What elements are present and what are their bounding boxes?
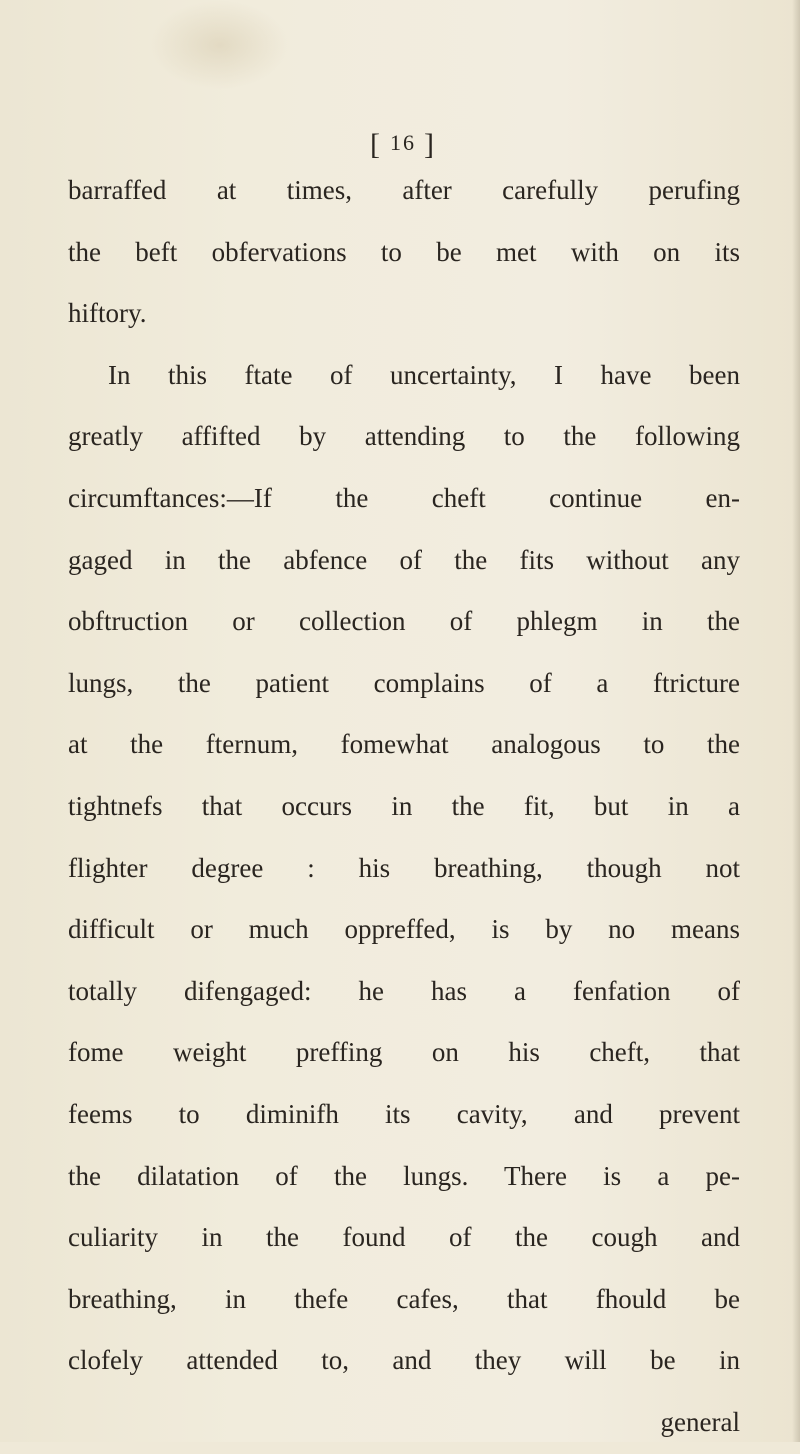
page-number-close-bracket: ]: [424, 128, 436, 161]
text-line: fome weight preffing on his cheft, that: [68, 1037, 740, 1068]
text-line: lungs, the patient complains of a ftricture: [68, 667, 740, 698]
text-line: hiftory.: [68, 298, 147, 329]
text-line: In this ftate of uncertainty, I have been: [108, 359, 740, 390]
text-line: obftruction or collection of phlegm in the: [68, 606, 740, 637]
text-line: tightnefs that occurs in the fit, but in a: [68, 790, 740, 821]
text-line: difficult or much oppreffed, is by no means: [68, 914, 740, 945]
text-line: clofely attended to, and they will be in: [68, 1345, 740, 1376]
text-line: circumftances:—If the cheft continue en-: [68, 482, 740, 513]
page-number-open-bracket: [: [370, 128, 382, 161]
text-line: culiarity in the found of the cough and: [68, 1222, 740, 1253]
body-text: [68, 160, 740, 1392]
text-line: the dilatation of the lungs. There is a pe-: [68, 1160, 740, 1191]
text-line: barraffed at times, after carefully perufing: [68, 175, 740, 205]
text-line: feems to diminifh its cavity, and prevent: [68, 1098, 740, 1129]
page-number-value: 16: [390, 130, 416, 155]
page-edge-shadow: [792, 0, 800, 1442]
page-number: [370, 128, 436, 162]
text-line: greatly affifted by attending to the following: [68, 421, 740, 452]
paper-stain: [150, 0, 290, 90]
text-line: at the fternum, fomewhat analogous to the: [68, 729, 740, 760]
catchword: general: [660, 1407, 740, 1437]
text-line: gaged in the abfence of the fits without any: [68, 544, 740, 575]
text-line: flighter degree : his breathing, though not: [68, 852, 740, 883]
text-line: the beft obfervations to be met with on its: [68, 236, 740, 267]
text-line: totally difengaged: he has a fenfation of: [68, 975, 740, 1006]
text-line: breathing, in thefe cafes, that fhould be: [68, 1283, 740, 1314]
